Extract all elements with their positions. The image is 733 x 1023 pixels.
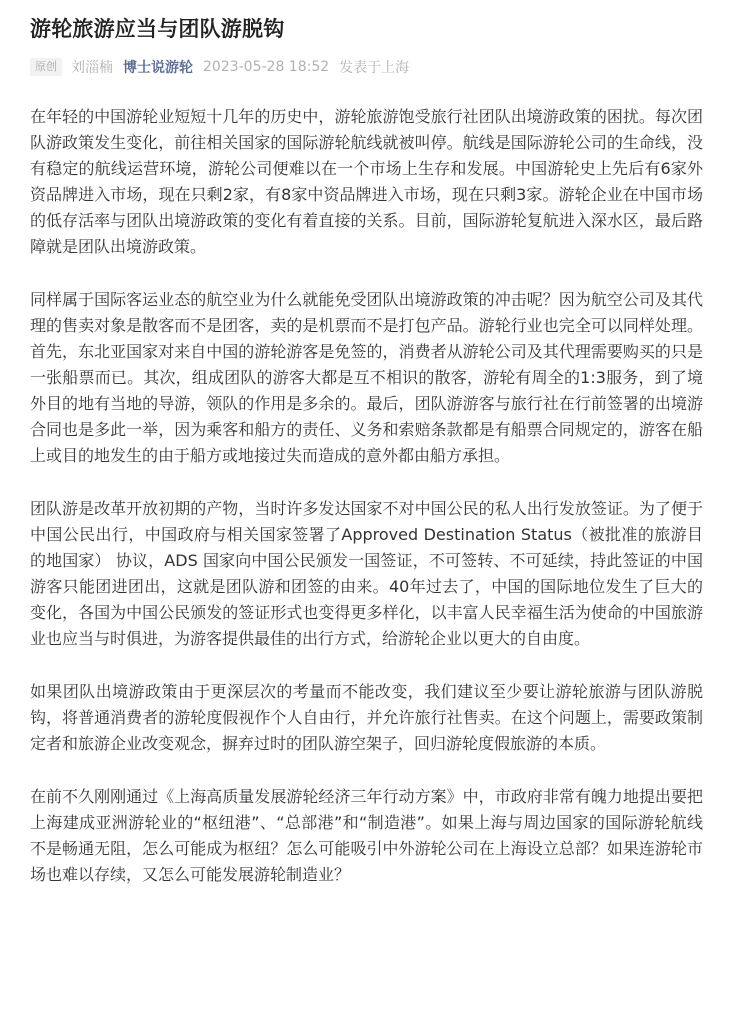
author-name: 刘淄楠 <box>71 60 113 76</box>
article-body <box>30 104 703 888</box>
original-badge: 原创 <box>30 58 62 76</box>
publish-datetime: 2023-05-28 18:52 <box>203 59 330 75</box>
paragraph-3: 团队游是改革开放初期的产物，当时许多发达国家不对中国公民的私人出行发放签证。为了便于中国公民出行，中国政府与相关国家签署了Approved Destination Status（被批准的旅游目的地国家） 协议，ADS 国家向中国公民颁发一国签证，不可签转、不可延续，持此签证的中国游客只能团进团出，这就是团队游和团签的由来。40年过去了，中国的国际地位发生了巨大的变化，各国为中国公民颁发的签证形式也变得更多样化，以丰富人民幸福生活为使命的中国旅游业也应当与时俱进，为游客提供最佳的出行方式，给游轮企业以更大的自由度。 <box>30 499 703 648</box>
paragraph-4: 如果团队出境游政策由于更深层次的考量而不能改变，我们建议至少要让游轮旅游与团队游脱钩，将普通消费者的游轮度假视作个人自由行，并允许旅行社售卖。在这个问题上，需要政策制定者和旅游企业改变观念，摒弃过时的团队游空架子，回归游轮度假旅游的本质。 <box>30 682 703 753</box>
paragraph-1: 在年轻的中国游轮业短短十几年的历史中，游轮旅游饱受旅行社团队出境游政策的困扰。每次团队游政策发生变化，前往相关国家的国际游轮航线就被叫停。航线是国际游轮公司的生命线，没有稳定的航线运营环境，游轮公司便难以在一个市场上生存和发展。中国游轮史上先后有6家外资品牌进入市场，现在只剩2家，有8家中资品牌进入市场，现在只剩3家。游轮企业在中国市场的低存活率与团队出境游政策的变化有着直接的关系。目前，国际游轮复航进入深水区，最后路障就是团队出境游政策。 <box>30 107 703 256</box>
paragraph-2: 同样属于国际客运业态的航空业为什么就能免受团队出境游政策的冲击呢？因为航空公司及其代理的售卖对象是散客而不是团客，卖的是机票而不是打包产品。游轮行业也完全可以同样处理。首先，东北亚国家对来自中国的游轮游客是免签的，消费者从游轮公司及其代理需要购买的只是一张船票而已。其次，组成团队的游客大都是互不相识的散客，游轮有周全的1:3服务，到了境外目的地有当地的导游，领队的作用是多余的。最后，团队游游客与旅行社在行前签署的出境游合同也是多此一举，因为乘客和船方的责任、义务和索赔条款都是有船票合同规定的，游客在船上或目的地发生的由于船方或地接过失而造成的意外都由船方承担。 <box>30 290 703 465</box>
article-meta <box>30 56 703 78</box>
account-name-link[interactable]: 博士说游轮 <box>123 60 193 76</box>
paragraph-5: 在前不久刚刚通过《上海高质量发展游轮经济三年行动方案》中，市政府非常有魄力地提出要把上海建成亚洲游轮业的“枢纽港”、“总部港”和“制造港”。如果上海与周边国家的国际游轮航线不是畅通无阻，怎么可能成为枢纽？怎么可能吸引中外游轮公司在上海设立总部？如果连游轮市场也难以存续，又怎么可能发展游轮制造业？ <box>30 787 703 884</box>
article-title: 游轮旅游应当与团队游脱钩 <box>30 17 285 41</box>
publish-location: 发表于上海 <box>339 60 410 76</box>
